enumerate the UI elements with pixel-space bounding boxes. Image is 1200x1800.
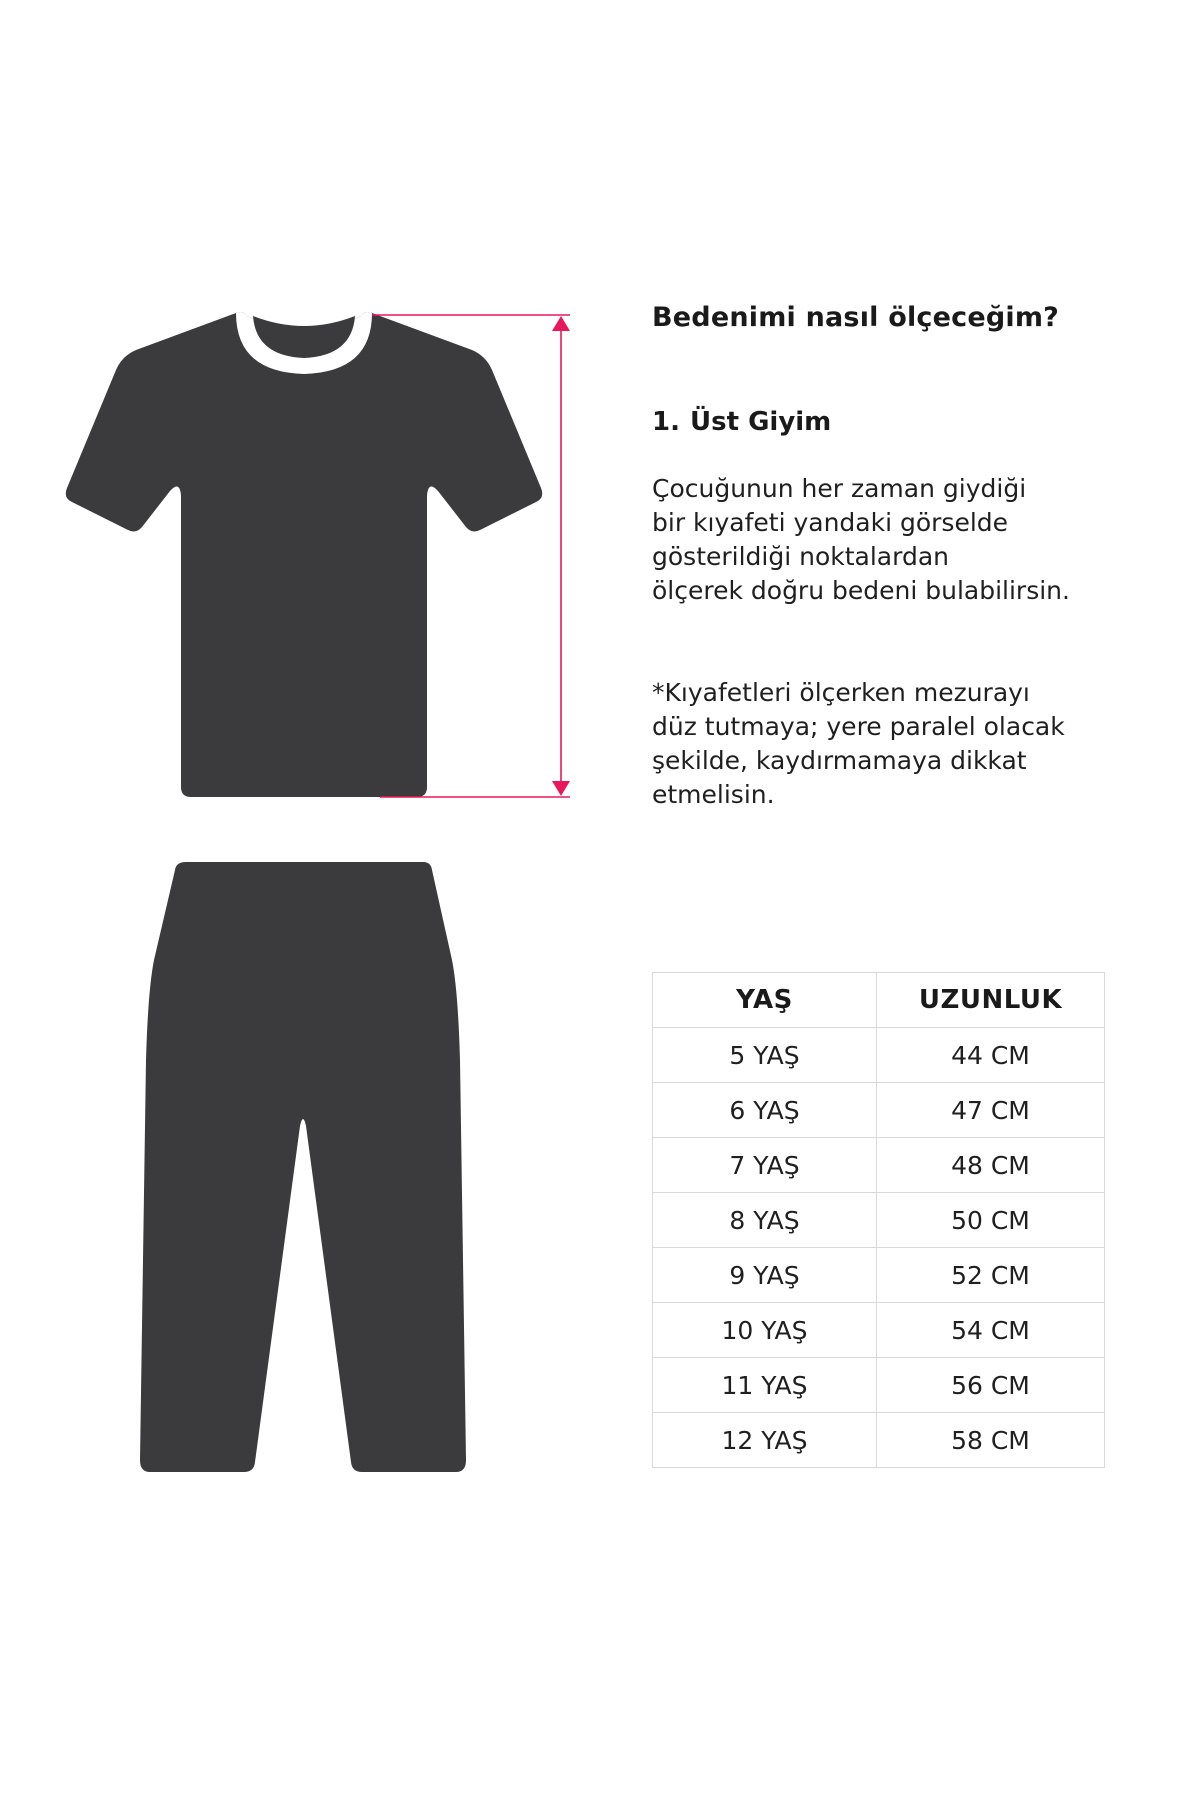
cell-length: 56 CM [877, 1358, 1105, 1413]
cell-age: 5 YAŞ [653, 1028, 877, 1083]
pants-icon [140, 862, 466, 1472]
note-line: şekilde, kaydırmamaya dikkat [652, 746, 1027, 775]
pants-body [140, 862, 466, 1472]
table-row [653, 1303, 1105, 1358]
instructions-line: bir kıyafeti yandaki görselde [652, 508, 1009, 537]
instructions-line: gösterildiği noktalardan [652, 542, 949, 571]
tshirt-icon [66, 312, 542, 797]
instructions-line: Çocuğunun her zaman giydiği [652, 474, 1027, 503]
cell-age: 11 YAŞ [653, 1358, 877, 1413]
table-row [653, 1248, 1105, 1303]
table-row [653, 1193, 1105, 1248]
cell-length: 44 CM [877, 1028, 1105, 1083]
note-line: düz tutmaya; yere paralel olacak [652, 712, 1065, 741]
cell-age: 7 YAŞ [653, 1138, 877, 1193]
table-header-row [653, 973, 1105, 1028]
cell-length: 52 CM [877, 1248, 1105, 1303]
cell-length: 54 CM [877, 1303, 1105, 1358]
note-line: *Kıyafetleri ölçerken mezurayı [652, 678, 1030, 707]
measure-arrow-down [552, 781, 570, 796]
tshirt-body [66, 312, 542, 797]
cell-age: 6 YAŞ [653, 1083, 877, 1138]
instructions-paragraph [652, 472, 1172, 608]
size-chart-table [652, 972, 1105, 1468]
cell-length: 47 CM [877, 1083, 1105, 1138]
measuring-note-paragraph [652, 676, 1172, 812]
table-row [653, 1138, 1105, 1193]
section-number: 1. [652, 407, 680, 437]
cell-age: 10 YAŞ [653, 1303, 877, 1358]
cell-length: 58 CM [877, 1413, 1105, 1468]
header-age: YAŞ [653, 973, 877, 1028]
page-title: Bedenimi nasıl ölçeceğim? [652, 302, 1060, 333]
cell-length: 48 CM [877, 1138, 1105, 1193]
instructions-line: ölçerek doğru bedeni bulabilirsin. [652, 576, 1070, 605]
cell-age: 8 YAŞ [653, 1193, 877, 1248]
note-line: etmelisin. [652, 780, 775, 809]
header-length: UZUNLUK [877, 973, 1105, 1028]
measurement-guide-header [652, 296, 1172, 340]
table-row [653, 1083, 1105, 1138]
cell-age: 9 YAŞ [653, 1248, 877, 1303]
measure-arrow-up [552, 316, 570, 331]
section-heading [652, 400, 831, 444]
table-row [653, 1413, 1105, 1468]
table-row [653, 1028, 1105, 1083]
section-title: Üst Giyim [690, 407, 832, 437]
table-row [653, 1358, 1105, 1413]
cell-age: 12 YAŞ [653, 1413, 877, 1468]
cell-length: 50 CM [877, 1193, 1105, 1248]
